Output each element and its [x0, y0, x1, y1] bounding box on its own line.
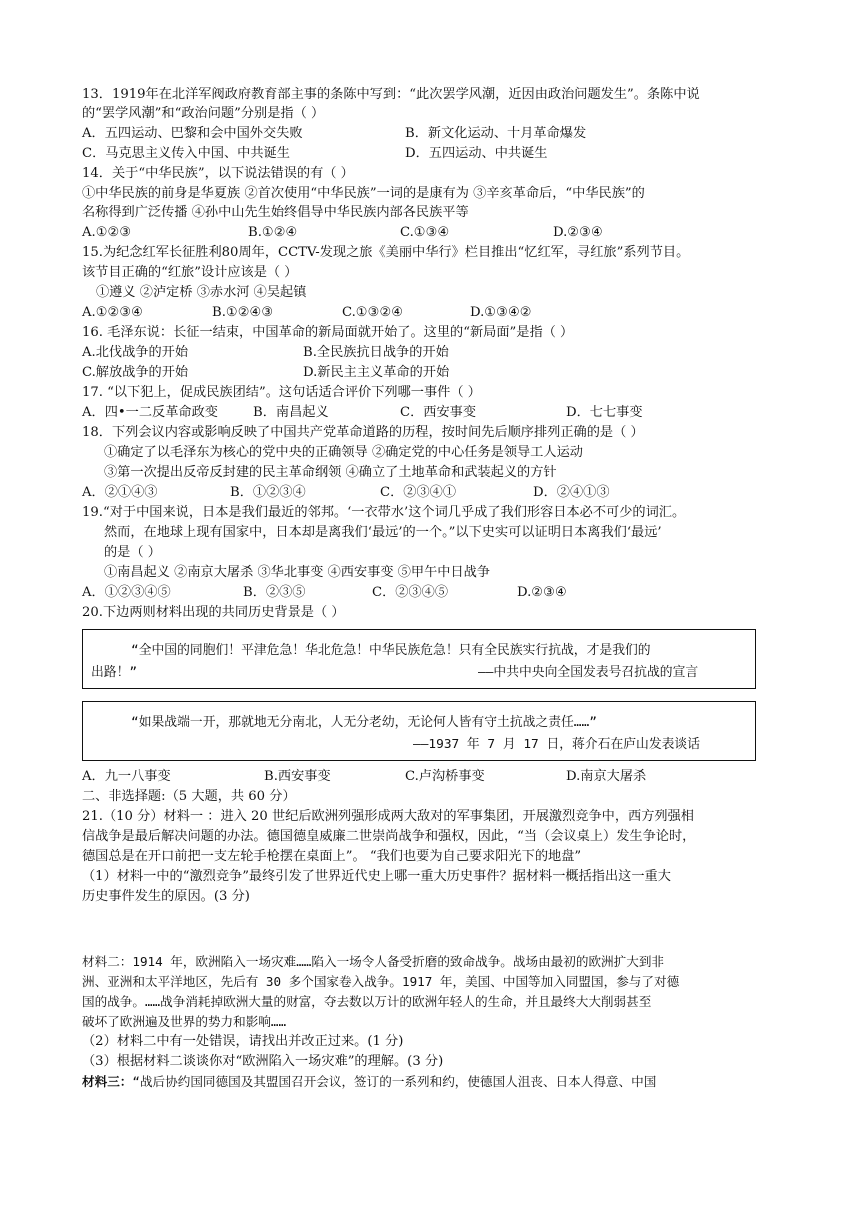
q20-option-c: C.卢沟桥事变: [405, 769, 485, 784]
section-heading-nonchoice: 二、非选择题:（5 大题，共 60 分）: [82, 789, 296, 804]
q15-stem-line1: 15.为纪念红军长征胜利80周年，CCTV-发现之旅《美丽中华行》栏目推出“忆红军，寻红旅”系列节目。: [82, 245, 690, 260]
q18-stem: 18．下列会议内容或影响反映了中国共产党革命道路的历程，按时间先后顺序排列正确的是（ ）: [82, 425, 644, 440]
q18-option-c: C．②③④①: [380, 485, 457, 500]
q13-option-c: C．马克思主义传入中国、中共诞生: [82, 146, 290, 161]
q16-option-b: B.全民族抗日战争的开始: [303, 345, 449, 360]
q18-items-line1: ①确定了以毛泽东为核心的党中央的正确领导 ②确定党的中心任务是领导工人运动: [104, 445, 583, 460]
q21-material1-line3: 德国总是在开口前把一支左轮手枪摆在桌面上”。 “我们也要为自己要求阳光下的地盘”: [82, 849, 582, 864]
q21-material2-line1: 材料二：1914 年，欧洲陷入一场灾难……陷入一场令人备受折磨的致命战争。战场由最初的欧洲扩大到非: [82, 954, 665, 969]
q21-material2-line3: 国的战争。……战争消耗掉欧洲大量的财富，夺去数以万计的欧洲年轻人的生命，并且最终大大削弱甚至: [82, 994, 652, 1009]
q17-stem: 17. “以下犯上，促成民族团结”。这句话适合评价下列哪一事件（ ）: [82, 385, 481, 400]
q20-box1-source: ——中共中央向全国发表号召抗战的宣言: [478, 665, 699, 680]
q14-option-b: B.①②④: [248, 225, 298, 240]
q21-material1-line1: 21.（10 分）材料一 ：进入 20 世纪后欧洲列强形成两大敌对的军事集团，开展激烈竞争中，西方列强相: [82, 809, 694, 824]
q13-option-a: A．五四运动、巴黎和会中国外交失败: [82, 126, 303, 141]
q16-stem: 16. 毛泽东说：长征一结束，中国革命的新局面就开始了。这里的“新局面”是指（ ）: [82, 325, 574, 340]
q21-material3: [82, 1074, 782, 1090]
q17-option-d: D．七七事变: [566, 405, 643, 420]
q19-stem-line3: 的是（ ）: [104, 545, 161, 560]
q14-stem-line3: 名称得到广泛传播 ④孙中山先生始终倡导中华民族内部各民族平等: [82, 205, 469, 220]
q18-items-line2: ③第一次提出反帝反封建的民主革命纲领 ④确立了土地革命和武装起义的方针: [104, 465, 557, 480]
q14-option-d: D.②③④: [553, 225, 603, 240]
q21-subq2: （2）材料二中有一处错误，请找出并改正过来。(1 分): [82, 1034, 404, 1049]
q14-option-a: A.①②③: [82, 225, 132, 240]
q16-option-a: A.北伐战争的开始: [82, 345, 189, 360]
q20-box2-source: ——1937 年 7 月 17 日，蒋介石在庐山发表谈话: [413, 737, 701, 752]
q17-option-a: A．四•一二反革命政变: [82, 405, 218, 420]
q15-option-a: A.①②③④: [82, 305, 144, 320]
q20-box2-quote: “如果战端一开，那就地无分南北，人无分老幼，无论何人皆有守土抗战之责任……”: [131, 715, 597, 730]
q21-subq1-line2: 历史事件发生的原因。(3 分): [82, 889, 250, 904]
q20-box1-quote-line1: “全中国的同胞们！平津危急！华北危急！中华民族危急！只有全民族实行抗战，才是我们的: [131, 643, 651, 658]
q20-option-d: D.南京大屠杀: [566, 769, 647, 784]
q19-option-a: A．①②③④⑤: [82, 585, 171, 600]
q21-material3-label: 材料三：: [82, 1074, 133, 1089]
q13-stem-line1: 13．1919年在北洋军阀政府教育部主事的条陈中写到：“此次罢学风潮，近因由政治问题发生”。条陈中说: [82, 87, 700, 102]
q20-option-a: A．九一八事变: [82, 769, 171, 784]
q19-option-d: D.②③④: [517, 585, 567, 600]
q20-option-b: B.西安事变: [264, 769, 331, 784]
q20-box1-quote-line2: 出路！”: [91, 665, 138, 680]
q19-stem-line2: 然而，在地球上现有国家中，日本却是离我们‘最远’的一个。”以下史实可以证明日本离我们‘最远’: [104, 525, 662, 540]
q18-option-b: B．①②③④: [230, 485, 306, 500]
q21-material1-line2: 信战争是最后解决问题的办法。德国德皇威廉二世崇尚战争和强权，因此，“当（会议桌上）发生争论时，: [82, 829, 696, 844]
q15-option-c: C.①③②④: [342, 305, 404, 320]
q15-stem-line3: ①遵义 ②泸定桥 ③赤水河 ④吴起镇: [96, 285, 307, 300]
q15-option-d: D.①③④②: [470, 305, 532, 320]
q17-option-c: C．西安事变: [400, 405, 477, 420]
q15-option-b: B.①②④③: [212, 305, 274, 320]
q18-option-d: D．②④①③: [533, 485, 610, 500]
q18-option-a: A．②①④③: [82, 485, 158, 500]
q21-material2-line2: 洲、亚洲和太平洋地区，先后有 30 多个国家卷入战争。1917 年，美国、中国等加入同盟国，参与了对德: [82, 974, 680, 989]
q14-option-c: C.①③④: [400, 225, 450, 240]
q19-option-c: C．②③④⑤: [372, 585, 449, 600]
q21-subq3: （3）根据材料二谈谈你对“欧洲陷入一场灾难”的理解。(3 分): [82, 1054, 444, 1069]
q16-option-c: C.解放战争的开始: [82, 365, 189, 380]
q13-option-d: D．五四运动、中共诞生: [405, 146, 548, 161]
q21-material2-line4: 破坏了欧洲遍及世界的势力和影响……: [82, 1014, 287, 1029]
q14-stem-line1: 14．关于“中华民族”，以下说法错误的有（ ）: [82, 166, 354, 181]
q13-stem-line2: 的“罢学风潮”和“政治问题”分别是指（ ）: [82, 106, 325, 121]
q15-stem-line2: 该节目正确的“红旅”设计应该是（ ）: [82, 265, 298, 280]
q19-option-b: B．②③⑤: [243, 585, 306, 600]
q20-material-box-1: [82, 629, 756, 689]
q14-stem-line2: ①中华民族的前身是华夏族 ②首次使用“中华民族”一词的是康有为 ③辛亥革命后，“中华民族”的: [82, 186, 645, 201]
q20-material-box-2: [82, 701, 756, 761]
q17-option-b: B．南昌起义: [253, 405, 329, 420]
q13-option-b: B．新文化运动、十月革命爆发: [405, 126, 587, 141]
q20-stem: 20.下边两则材料出现的共同历史背景是（ ）: [82, 605, 345, 620]
q21-material3-text: “战后协约国同德国及其盟国召开会议，签订的一系列和约，使德国人沮丧、日本人得意、中国: [132, 1074, 657, 1089]
q19-stem-line1: 19.“对于中国来说，日本是我们最近的邻邦。‘一衣带水’这个词几乎成了我们形容日本必不可少的词汇。: [82, 505, 686, 520]
q21-subq1-line1: （1）材料一中的“激烈竞争”最终引发了世界近代史上哪一重大历史事件？据材料一概括指出这一重大: [82, 869, 671, 884]
q19-items: ①南昌起义 ②南京大屠杀 ③华北事变 ④西安事变 ⑤甲午中日战争: [104, 565, 491, 580]
q16-option-d: D.新民主主义革命的开始: [303, 365, 450, 380]
